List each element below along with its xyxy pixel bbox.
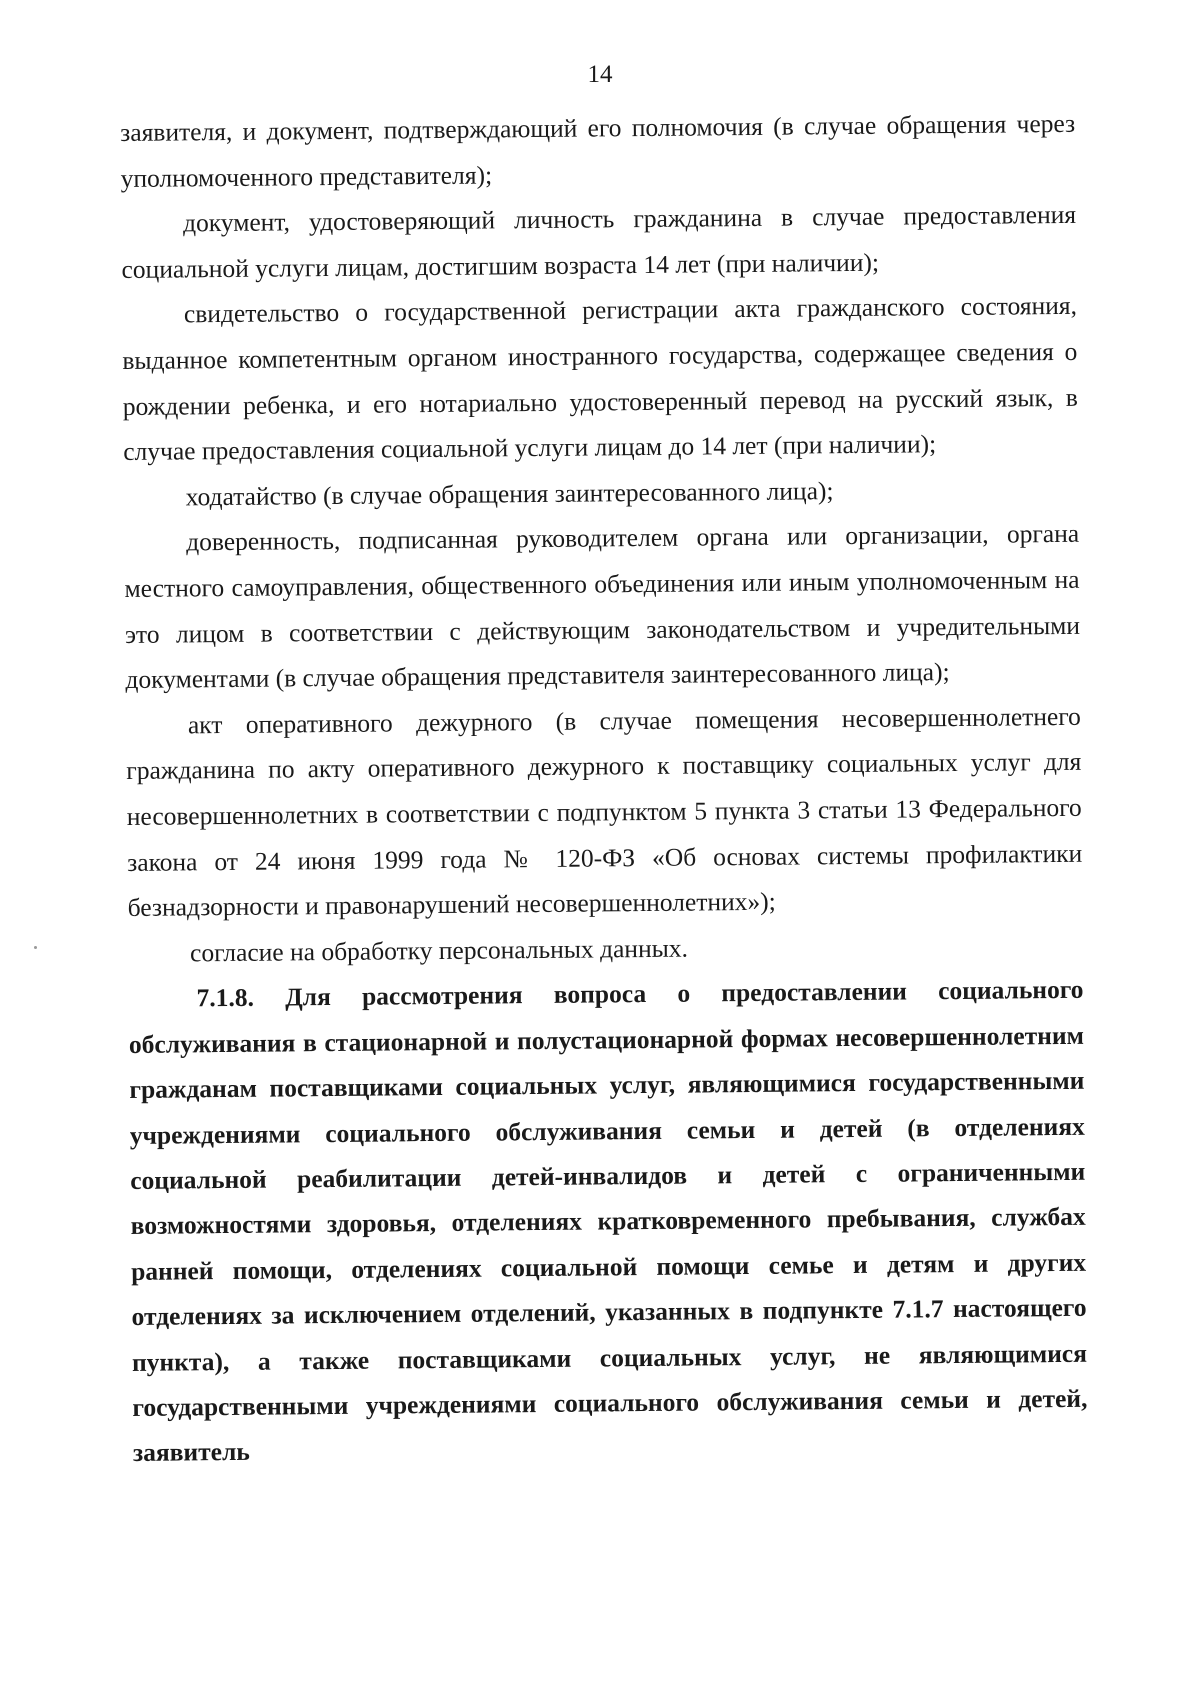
paragraph-identity-document: документ, удостоверяющий личность гражданина в случае предоставления социальной услуги лицам, достигшим возраста 14 лет (при наличии); [121, 200, 1077, 284]
paragraph-petition: ходатайство (в случае обращения заинтересованного лица); [185, 475, 834, 512]
section-7-1-8: 7.1.8. Для рассмотрения вопроса о предоставлении социального обслуживания в стационарной и полустационарной формах несовершеннолетним гражданам поставщиками социальных услуг, являющимися государственными учреждениями социального обслуживания семьи и детей (в отделениях социальной реабилитации детей-инвалидов и детей с ограниченными возможностями здоровья, отделениях кратковременного пребывания, службах ранней помощи, отделениях социальной помощи семье и детям и других отделениях за исключением отделений, указанных в подпункте 7.1.7 настоящего пункта), а также поставщиками социальных услуг, не являющимися государственными учреждениями социального обслуживания семьи и детей, заявитель [128, 975, 1088, 1468]
page-number: 14 [587, 61, 613, 88]
paragraph-power-of-attorney: доверенность, подписанная руководителем органа или организации, органа местного самоуправления, общественного объединения или иным уполномоченным на это лицом в соответствии с действующим законодательством и учредительными документами (в случае обращения представителя заинтересованного лица); [124, 519, 1081, 695]
document-body [120, 101, 1088, 1476]
paragraph-birth-certificate: свидетельство о государственной регистрации акта гражданского состояния, выданное компетентным органом иностранного государства, содержащее сведения о рождении ребенка, и его нотариально удостоверенный перевод на русский язык, в случае предоставления социальной услуги лицам до 14 лет (при наличии); [122, 291, 1078, 467]
paragraph-personal-data-consent: согласие на обработку персональных данных. [189, 933, 689, 968]
paragraph-applicant-authority: заявителя, и документ, подтверждающий его полномочия (в случае обращения через уполномоченного представителя); [120, 108, 1076, 193]
paragraph-duty-officer-act: акт оперативного дежурного (в случае помещения несовершеннолетнего гражданина по акту оперативного дежурного к поставщику социальных услуг для несовершеннолетних в соответствии с подпунктом 5 пункта 3 статьи 13 Федерального закона от 24 июня 1999 года № 120-ФЗ «Об основах системы профилактики безнадзорности и правонарушений несовершеннолетних»); [126, 701, 1083, 923]
scan-speck [34, 946, 37, 949]
